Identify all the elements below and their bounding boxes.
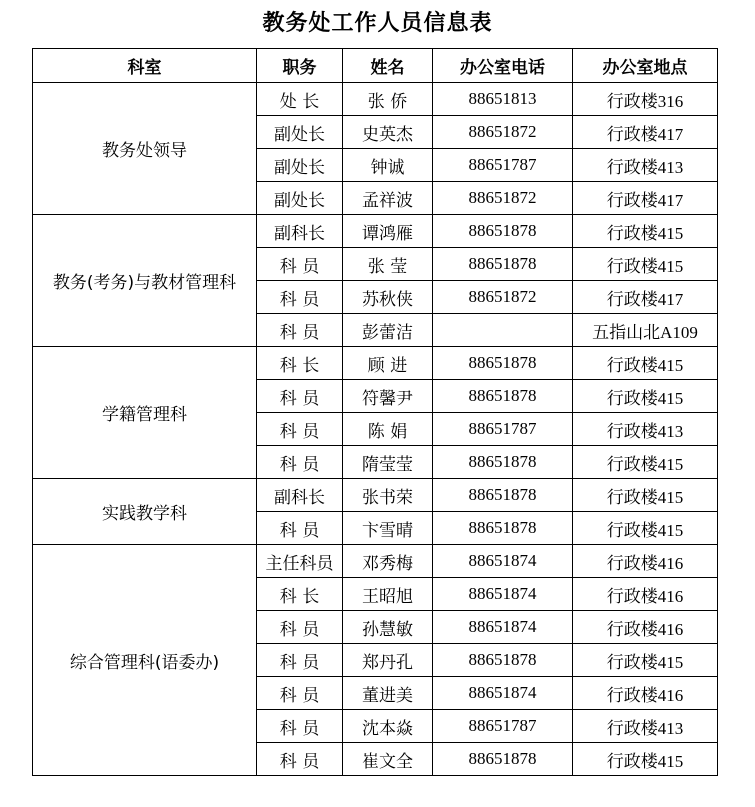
location-cell: 行政楼413 <box>573 413 718 446</box>
department-name: 学籍管理科 <box>33 347 257 479</box>
location-cell: 行政楼415 <box>573 446 718 479</box>
name-cell: 钟诚 <box>343 149 433 182</box>
phone-cell: 88651878 <box>433 248 573 281</box>
phone-cell: 88651813 <box>433 83 573 116</box>
position-cell: 科 员 <box>257 743 343 776</box>
name-cell: 邓秀梅 <box>343 545 433 578</box>
phone-cell: 88651874 <box>433 677 573 710</box>
page-title: 教务处工作人员信息表 <box>262 11 493 36</box>
location-cell: 行政楼416 <box>573 611 718 644</box>
location-cell: 行政楼416 <box>573 578 718 611</box>
staff-table <box>32 48 718 776</box>
phone-cell: 88651878 <box>433 347 573 380</box>
phone-cell: 88651787 <box>433 710 573 743</box>
name-cell: 沈本焱 <box>343 710 433 743</box>
phone-cell: 88651874 <box>433 545 573 578</box>
phone-cell: 88651878 <box>433 215 573 248</box>
name-cell: 张 侨 <box>343 83 433 116</box>
position-cell: 科 员 <box>257 710 343 743</box>
phone-cell: 88651874 <box>433 578 573 611</box>
location-cell: 行政楼417 <box>573 116 718 149</box>
location-cell: 行政楼417 <box>573 281 718 314</box>
header-position: 职务 <box>257 49 343 83</box>
location-cell: 行政楼413 <box>573 149 718 182</box>
location-cell: 行政楼415 <box>573 248 718 281</box>
name-cell: 郑丹孔 <box>343 644 433 677</box>
header-location: 办公室地点 <box>573 49 718 83</box>
position-cell: 科 员 <box>257 512 343 545</box>
name-cell: 崔文全 <box>343 743 433 776</box>
name-cell: 顾 进 <box>343 347 433 380</box>
header-name: 姓名 <box>343 49 433 83</box>
header-row <box>33 49 718 83</box>
department-name: 综合管理科(语委办) <box>33 545 257 776</box>
position-cell: 科 员 <box>257 314 343 347</box>
phone-cell <box>433 314 573 347</box>
phone-cell: 88651872 <box>433 116 573 149</box>
position-cell: 科 员 <box>257 611 343 644</box>
location-cell: 行政楼316 <box>573 83 718 116</box>
position-cell: 处 长 <box>257 83 343 116</box>
position-cell: 科 员 <box>257 644 343 677</box>
name-cell: 张书荣 <box>343 479 433 512</box>
phone-cell: 88651878 <box>433 446 573 479</box>
phone-cell: 88651787 <box>433 149 573 182</box>
phone-cell: 88651878 <box>433 380 573 413</box>
name-cell: 符馨尹 <box>343 380 433 413</box>
location-cell: 行政楼417 <box>573 182 718 215</box>
table-row <box>33 83 718 116</box>
location-cell: 行政楼415 <box>573 743 718 776</box>
phone-cell: 88651872 <box>433 182 573 215</box>
location-cell: 行政楼415 <box>573 347 718 380</box>
name-cell: 苏秋侠 <box>343 281 433 314</box>
header-phone: 办公室电话 <box>433 49 573 83</box>
position-cell: 科 长 <box>257 347 343 380</box>
position-cell: 科 员 <box>257 281 343 314</box>
location-cell: 行政楼416 <box>573 677 718 710</box>
position-cell: 副处长 <box>257 116 343 149</box>
name-cell: 彭蕾洁 <box>343 314 433 347</box>
phone-cell: 88651878 <box>433 512 573 545</box>
name-cell: 孟祥波 <box>343 182 433 215</box>
department-name: 教务处领导 <box>33 83 257 215</box>
location-cell: 行政楼415 <box>573 479 718 512</box>
name-cell: 谭鸿雁 <box>343 215 433 248</box>
name-cell: 张 莹 <box>343 248 433 281</box>
phone-cell: 88651787 <box>433 413 573 446</box>
name-cell: 陈 娟 <box>343 413 433 446</box>
position-cell: 副科长 <box>257 215 343 248</box>
phone-cell: 88651874 <box>433 611 573 644</box>
name-cell: 卞雪晴 <box>343 512 433 545</box>
table-row <box>33 479 718 512</box>
phone-cell: 88651878 <box>433 479 573 512</box>
name-cell: 史英杰 <box>343 116 433 149</box>
table-row <box>33 545 718 578</box>
phone-cell: 88651878 <box>433 743 573 776</box>
department-name: 教务(考务)与教材管理科 <box>33 215 257 347</box>
phone-cell: 88651872 <box>433 281 573 314</box>
position-cell: 科 长 <box>257 578 343 611</box>
name-cell: 隋莹莹 <box>343 446 433 479</box>
header-department: 科室 <box>33 49 257 83</box>
position-cell: 科 员 <box>257 677 343 710</box>
position-cell: 主任科员 <box>257 545 343 578</box>
location-cell: 行政楼415 <box>573 380 718 413</box>
position-cell: 副处长 <box>257 149 343 182</box>
table-row <box>33 347 718 380</box>
name-cell: 孙慧敏 <box>343 611 433 644</box>
location-cell: 行政楼415 <box>573 644 718 677</box>
position-cell: 科 员 <box>257 380 343 413</box>
position-cell: 副处长 <box>257 182 343 215</box>
table-row <box>33 215 718 248</box>
position-cell: 副科长 <box>257 479 343 512</box>
location-cell: 行政楼413 <box>573 710 718 743</box>
location-cell: 行政楼416 <box>573 545 718 578</box>
department-name: 实践教学科 <box>33 479 257 545</box>
position-cell: 科 员 <box>257 413 343 446</box>
position-cell: 科 员 <box>257 248 343 281</box>
phone-cell: 88651878 <box>433 644 573 677</box>
name-cell: 董进美 <box>343 677 433 710</box>
position-cell: 科 员 <box>257 446 343 479</box>
location-cell: 行政楼415 <box>573 512 718 545</box>
location-cell: 五指山北A109 <box>573 314 718 347</box>
name-cell: 王昭旭 <box>343 578 433 611</box>
location-cell: 行政楼415 <box>573 215 718 248</box>
